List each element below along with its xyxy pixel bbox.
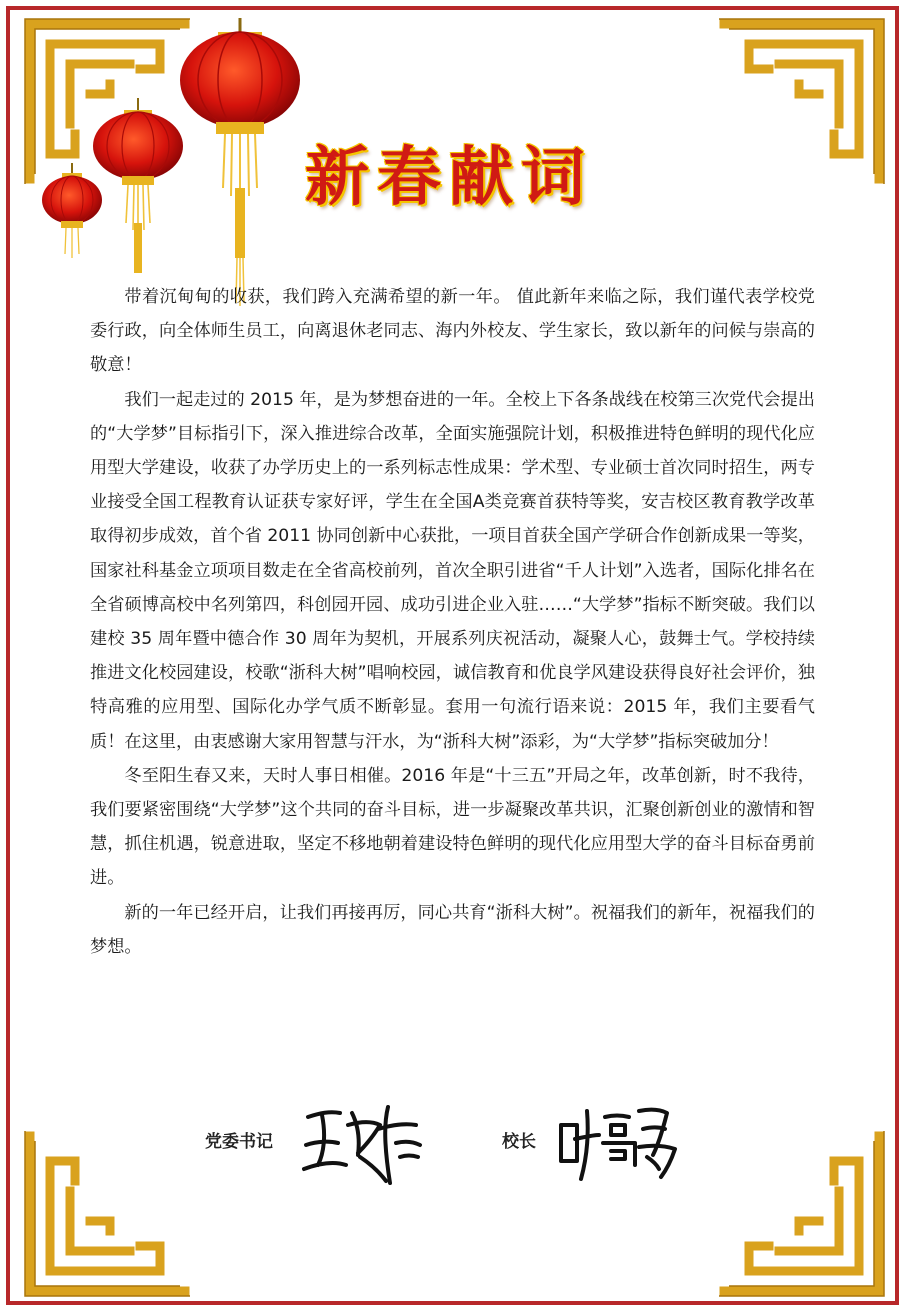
- paragraph: 新的一年已经开启，让我们再接再厉，同心共育“浙科大树”。祝福我们的新年，祝福我们的梦想。: [90, 902, 815, 957]
- page-title: 新春献词: [305, 140, 593, 215]
- paragraph: 我们一起走过的 2015 年，是为梦想奋进的一年。全校上下各条战线在校第三次党代会提出的“大学梦”目标指引下，深入推进综合改革，全面实施强院计划，积极推进特色鲜明的现代化应用型大学建设，收获了办学历史上的一系列标志性成果：学术型、专业硕士首次同时招生，两专业接受全国工程教育认证获专家好评，学生在全国A类竞赛首获特等奖，安吉校区教育教学改革取得初步成效，首个省 2011 协同创新中心获批，一项目首获全国产学研合作创新成果一等奖，国家社科基金立项项目数走在全省高校前列，首次全职引进省“千人计划”入选者，国际化排名在全省硕博高校中名列第四，科创园开园、成功引进企业入驻……“大学梦”指标不断突破。我们以建校 35 周年暨中德合作 30 周年为契机，开展系列庆祝活动，凝聚人心，鼓舞士气。学校持续推进文化校园建设，校歌“浙科大树”唱响校园，诚信教育和优良学风建设获得良好社会评价，独特高雅的应用型、国际化办学气质不断彰显。套用一句流行语来说：2015 年，我们主要看气质！在这里，由衷感谢大家用智慧与汗水，为“浙科大树”添彩，为“大学梦”指标突破加分！: [90, 389, 815, 752]
- party-secretary-label: 党委书记: [205, 1132, 273, 1152]
- paragraph: 冬至阳生春又来，天时人事日相催。2016 年是“十三五”开局之年，改革创新，时不我待，我们要紧密围绕“大学梦”这个共同的奋斗目标，进一步凝聚改革共识，汇聚创新创业的激情和智慧，抓住机遇，锐意进取，坚定不移地朝着建设特色鲜明的现代化应用型大学的奋斗目标奋勇前进。: [90, 765, 815, 889]
- president-signature: [555, 1095, 680, 1185]
- message-body: [90, 280, 815, 964]
- president-label: 校长: [502, 1132, 536, 1152]
- corner-ornament-icon: [714, 14, 889, 189]
- corner-ornament-icon: [20, 1126, 195, 1301]
- party-secretary-signature: [300, 1095, 425, 1185]
- chinese-lantern-icon: [40, 18, 320, 308]
- paragraph: 带着沉甸甸的收获，我们跨入充满希望的新一年。 值此新年来临之际，我们谨代表学校党委行政，向全体师生员工，向离退休老同志、海内外校友、学生家长，致以新年的问候与崇高的敬意！: [90, 287, 815, 376]
- signature-block: [205, 1095, 725, 1195]
- corner-ornament-icon: [714, 1126, 889, 1301]
